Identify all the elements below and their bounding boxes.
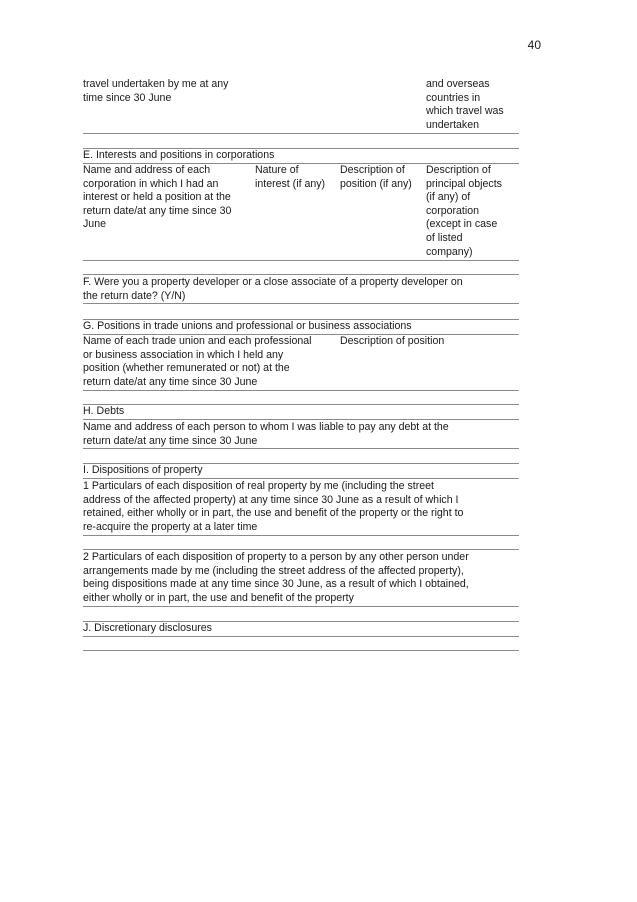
section-i-para1-line: retained, either wholly or in part, the use and benefit of the property or the right to <box>83 507 464 520</box>
section-g-col-position <box>340 335 444 349</box>
section-e-col1-line: corporation in which I had an <box>83 177 219 190</box>
divider <box>83 303 519 304</box>
section-i-para2-line: arrangements made by me (including the street address of the affected property), <box>83 564 464 577</box>
section-i-para1 <box>83 480 463 534</box>
section-g-col1-line: return date/at any time since 30 June <box>83 375 258 388</box>
section-e-col1-line: return date/at any time since 30 <box>83 204 232 217</box>
section-e-col3-line: Description of <box>340 164 405 176</box>
section-e-col4-line: of listed <box>426 231 463 244</box>
section-h-text <box>83 421 449 448</box>
section-e-col4-line: Description of <box>426 164 491 176</box>
divider <box>83 478 519 479</box>
section-e-col4-line: (except in case <box>426 218 498 231</box>
travel-right-line: which travel was <box>426 105 504 118</box>
section-g-col-name <box>83 335 312 389</box>
divider <box>83 419 519 420</box>
divider <box>83 274 519 275</box>
travel-left-line: time since 30 June <box>83 91 172 104</box>
section-i-para2-line: 2 Particulars of each disposition of property to a person by any other person under <box>83 551 469 563</box>
section-f-line: the return date? (Y/N) <box>83 289 186 302</box>
section-i-para1-line: re-acquire the property at a later time <box>83 520 258 533</box>
section-e-col1-line: interest or held a position at the <box>83 191 231 204</box>
section-f-line: F. Were you a property developer or a close associate of a property developer on <box>83 276 463 288</box>
section-e-col4-line: principal objects <box>426 177 502 190</box>
section-e-col1-line: Name and address of each <box>83 164 211 176</box>
section-g-col1-line: position (whether remunerated or not) at the <box>83 362 290 375</box>
section-j-heading: J. Discretionary disclosures <box>83 622 212 634</box>
travel-right-line: and overseas <box>426 78 490 90</box>
section-i-para2 <box>83 551 469 605</box>
section-e-col1-line: June <box>83 218 106 231</box>
section-i-para2-line: either wholly or in part, the use and benefit of the property <box>83 591 354 604</box>
section-e-col4-line: (if any) of <box>426 191 471 204</box>
section-e-col4-line: corporation <box>426 204 479 217</box>
section-e-col2-line: interest (if any) <box>255 177 326 190</box>
travel-right-line: undertaken <box>426 118 480 131</box>
divider <box>83 606 519 607</box>
section-h-heading: H. Debts <box>83 405 125 417</box>
page-number: 40 <box>527 38 541 52</box>
section-e-col-name <box>83 164 231 232</box>
section-e-col-position <box>340 164 412 191</box>
section-h-line: return date/at any time since 30 June <box>83 434 258 447</box>
divider <box>83 260 519 261</box>
divider <box>83 390 519 391</box>
divider <box>83 549 519 550</box>
travel-left-line: travel undertaken by me at any <box>83 78 229 90</box>
divider <box>83 133 519 134</box>
section-e-col4-line: company) <box>426 245 473 258</box>
travel-left-text <box>83 78 228 105</box>
divider <box>83 636 519 637</box>
divider <box>83 404 519 405</box>
section-f-text <box>83 276 463 303</box>
section-e-heading: E. Interests and positions in corporations <box>83 149 275 161</box>
travel-right-line: countries in <box>426 91 481 104</box>
section-e-col3-line: position (if any) <box>340 177 412 190</box>
divider <box>83 448 519 449</box>
travel-right-text <box>426 78 504 132</box>
section-e-col-objects <box>426 164 502 259</box>
section-g-col2-line: Description of position <box>340 335 445 347</box>
section-h-line: Name and address of each person to whom I was liable to pay any debt at the <box>83 421 449 433</box>
section-i-heading: I. Dispositions of property <box>83 464 203 476</box>
section-g-heading: G. Positions in trade unions and professional or business associations <box>83 320 412 332</box>
section-i-para1-line: 1 Particulars of each disposition of real property by me (including the street <box>83 480 434 492</box>
divider <box>83 535 519 536</box>
divider <box>83 650 519 651</box>
section-e-col2-line: Nature of <box>255 164 299 176</box>
section-g-col1-line: or business association in which I held any <box>83 348 284 361</box>
section-i-para1-line: address of the affected property) at any time since 30 June as a result of which I <box>83 493 459 506</box>
section-i-para2-line: being dispositions made at any time since 30 June, as a result of which I obtained, <box>83 578 469 591</box>
section-g-col1-line: Name of each trade union and each professional <box>83 335 312 347</box>
section-e-col-nature <box>255 164 325 191</box>
